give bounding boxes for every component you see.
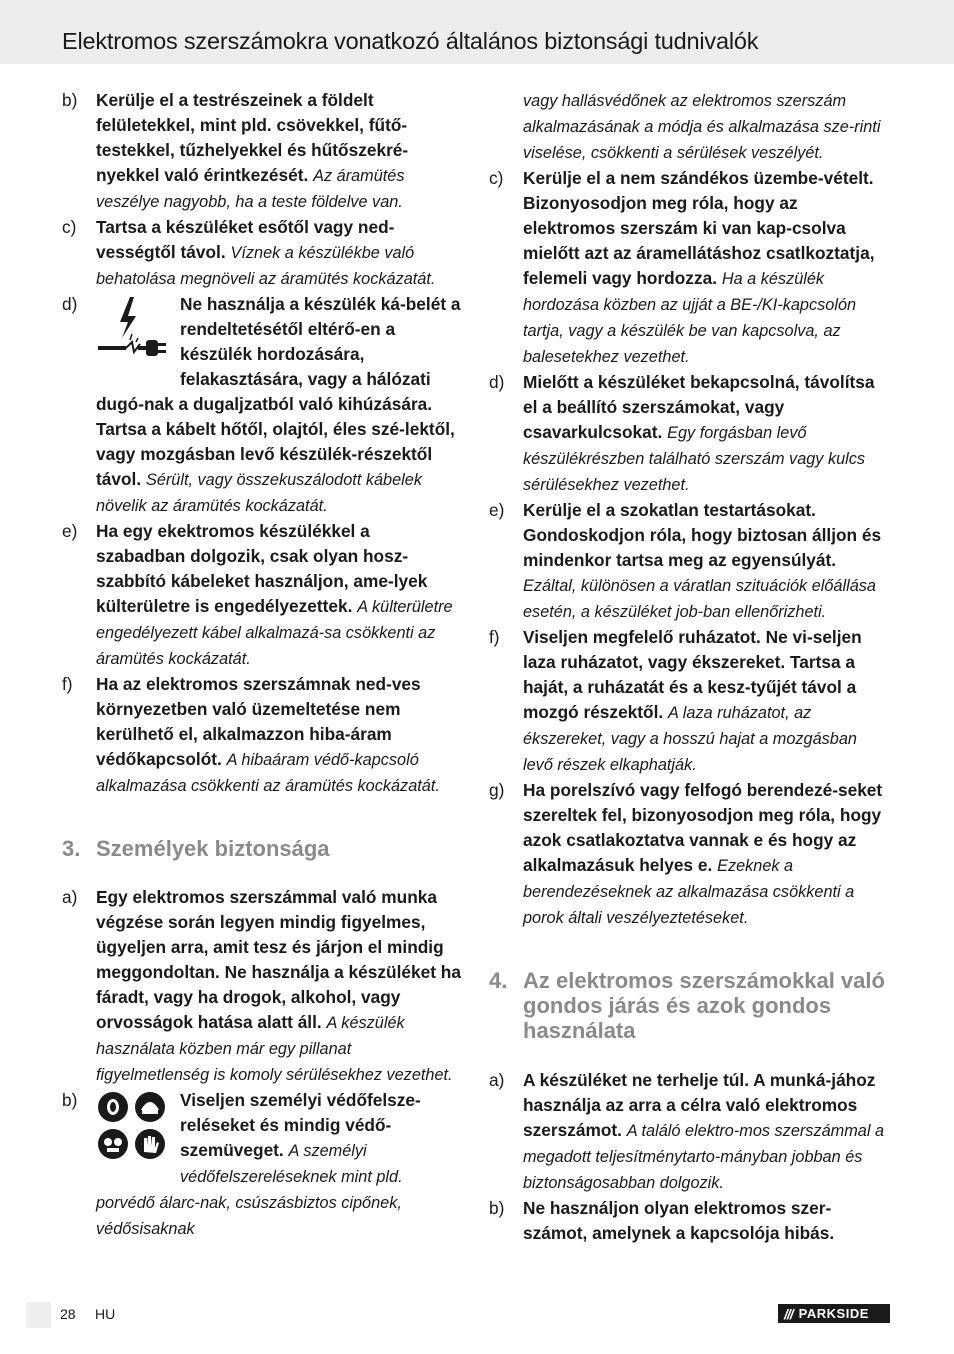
section-number: 3.: [62, 836, 81, 861]
list-item-e: [62, 519, 462, 672]
item-label: e): [62, 521, 78, 541]
list-item-c: [62, 215, 462, 292]
item-italic-text: A külterületre engedélyezett kábel alkalmazá-sa csökkenti az áramütés kockázatát.: [96, 598, 453, 668]
page-header: [0, 0, 954, 64]
item-italic-text: A hibaáram védő-kapcsoló alkalmazása csökkenti az áramütés kockázatát.: [96, 751, 440, 795]
item-bold-text: Tartsa a készüléket esőtől vagy ned-vességtől távol.: [96, 217, 395, 262]
list-item-f: [489, 625, 891, 778]
item-bold-text: Kerülje el a nem szándékos üzembe-vételt. Bizonyosodjon meg róla, hogy az elektromos szerszám ki van kap-csolva mielőtt azt az áramellátáshoz csatlkoztatja, felemeli vagy hordozza.: [523, 168, 875, 288]
footer-tab: [26, 1302, 51, 1328]
list-item-d: [62, 292, 462, 519]
item-label: g): [489, 780, 505, 800]
item-italic-text: A készülék használata közben már egy pillanat figyelmetlenség is komoly sérülésekhez vezethet.: [96, 1014, 453, 1084]
item-label: a): [62, 887, 78, 907]
item-bold-text: Kerülje el a testrészeinek a földelt felületekkel, mint pld. csövekkel, fűtő-testekkel, tűzhelyekkel és hűtőszekré-nyekkel való érintkezését.: [96, 90, 409, 185]
item-italic-text: vagy hallásvédőnek az elektromos szerszám alkalmazásának a módja és alkalmazása sze-rinti viselése, csökkenti a sérülések veszélyét.: [523, 92, 881, 162]
item-label: b): [489, 1198, 505, 1218]
brand-slashes: ///: [784, 1305, 793, 1322]
section-title: Személyek biztonsága: [96, 836, 330, 861]
item-label: d): [62, 294, 78, 314]
item-italic-text: A személyi védőfelszereléseknek mint pld. porvédő álarc-nak, csúszásbiztos cipőnek, védősisaknak: [96, 1142, 403, 1238]
right-column: [489, 88, 891, 1246]
item-bold-text: A készüléket ne terhelje túl. A munká-jához használja az arra a célra való elektromos szerszámot.: [523, 1070, 876, 1140]
list-item-f: [62, 672, 462, 799]
list-item-e: [489, 498, 891, 625]
item-bold-text: Ne használja a készülék ká-belét a rendeltetésétől eltérő-en a készülék hordozására, felakasztására, vagy a hálózati dugó-nak a dugaljzatból való kihúzására. Tartsa a kábelt hőtől, olajtól, éles szé-lektől, vagy mozgásban levő készülék-részektől távol.: [96, 294, 461, 489]
item-italic-text: A laza ruházatot, az ékszereket, vagy a hosszú hajat a mozgásban levő részek elkaphatják.: [523, 704, 857, 774]
item-bold-text: Egy elektromos szerszámmal való munka végzése során legyen mindig figyelmes, ügyeljen arra, amit tesz és járjon el mindig meggondoltan. Ne használja a készüléket ha fáradt, vagy ha drogok, alkohol, vagy orvosságok hatása alatt áll.: [96, 887, 461, 1032]
list-item-d: [489, 370, 891, 498]
list-item-g: [489, 778, 891, 931]
item-italic-text: Ha a készülék hordozása közben az ujját a BE-/KI-kapcsolón tartja, vagy a készülék be van kapcsolva, az balesetekhez vezethet.: [523, 270, 857, 366]
item-bold-text: Kerülje el a szokatlan testartásokat. Gondoskodjon róla, hogy biztosan álljon és mindenkor tartsa meg az egyensúlyát.: [523, 500, 882, 570]
item-bold-text: Viseljen megfelelő ruházatot. Ne vi-seljen laza ruházatot, vagy ékszereket. Tartsa a haját, a ruházatát és a kesz-tyűjét távol a mozgó részektől.: [523, 627, 862, 722]
brand-name: PARKSIDE: [798, 1306, 869, 1321]
language-code: HU: [95, 1306, 116, 1322]
section-number: 4.: [489, 968, 508, 993]
page-title: Elektromos szerszámokra vonatkozó általános biztonsági tudnivalók: [62, 28, 759, 54]
item-label: c): [62, 217, 77, 237]
list-item-b: [62, 1088, 462, 1242]
item-bold-text: Ne használjon olyan elektromos szer-számot, amelynek a kapcsolója hibás.: [523, 1198, 835, 1243]
item-label: c): [489, 168, 504, 188]
item-label: f): [62, 674, 73, 694]
item-label: e): [489, 500, 505, 520]
item-bold-text: Viseljen személyi védőfelsze-reléseket és mindig védő-szemüveget.: [180, 1090, 421, 1160]
item-bold-text: Ha egy ekektromos készülékkel a szabadban dolgozik, csak olyan hosz-szabbító kábeleket használjon, ame-lyek külterületre is engedélyezettek.: [96, 521, 428, 616]
list-item-b: [62, 88, 462, 215]
protective-equipment-icon: [96, 1090, 168, 1169]
item-label: f): [489, 627, 500, 647]
list-item-continuation: [489, 88, 891, 166]
item-label: a): [489, 1070, 505, 1090]
item-italic-text: Ezáltal, különösen a váratlan szituációk előállása esetén, a készüléket job-ban ellenőrizheti.: [523, 577, 876, 621]
list-item-c: [489, 166, 891, 370]
brand-logo: [778, 1304, 890, 1323]
item-bold-text: Mielőtt a készüléket bekapcsolná, távolítsa el a beállító szerszámokat, vagy csavarkulcsokat.: [523, 372, 875, 442]
item-italic-text: A találó elektro-mos szerszámmal a megadott teljesítménytarto-mányban jobban és biztonságosabban dolgozik.: [523, 1122, 885, 1192]
item-bold-text: Ha porelszívó vagy felfogó berendezé-seket szereltek fel, bizonyosodjon meg róla, hogy azok csatlakoztatva vannak e és hogy az alkalmazásuk helyes e.: [523, 780, 883, 875]
item-label: b): [62, 90, 78, 110]
list-item-a: [489, 1068, 891, 1196]
section-heading-3: [62, 836, 462, 861]
item-italic-text: Az áramütés veszélye nagyobb, ha a teste földelve van.: [96, 167, 405, 211]
damaged-cable-warning-icon: [96, 294, 168, 373]
list-item-a: [62, 885, 462, 1088]
item-label: d): [489, 372, 505, 392]
section-heading-4: [489, 968, 891, 1043]
item-italic-text: Egy forgásban levő készülékrészben található szerszám vagy kulcs sérülésekhez vezethet.: [523, 424, 866, 494]
left-column: [62, 88, 462, 1242]
item-label: b): [62, 1090, 78, 1110]
item-italic-text: Ezeknek a berendezéseknek az alkalmazása csökkenti a porok általi veszélyeztetéseket.: [523, 857, 855, 927]
item-italic-text: Sérült, vagy összekuszálodott kábelek növelik az áramütés kockázatát.: [96, 471, 422, 515]
page-number: 28: [60, 1306, 76, 1322]
list-item-b: [489, 1196, 891, 1246]
item-italic-text: Víznek a készülékbe való behatolása megnöveli az áramütés kockázatát.: [96, 244, 436, 288]
section-title: Az elektromos szerszámokkal való gondos járás és azok gondos használata: [523, 968, 885, 1043]
item-bold-text: Ha az elektromos szerszámnak ned-ves környezetben való üzemeltetése nem kerülhető el, alkalmazzon hiba-áram védőkapcsolót.: [96, 674, 421, 769]
